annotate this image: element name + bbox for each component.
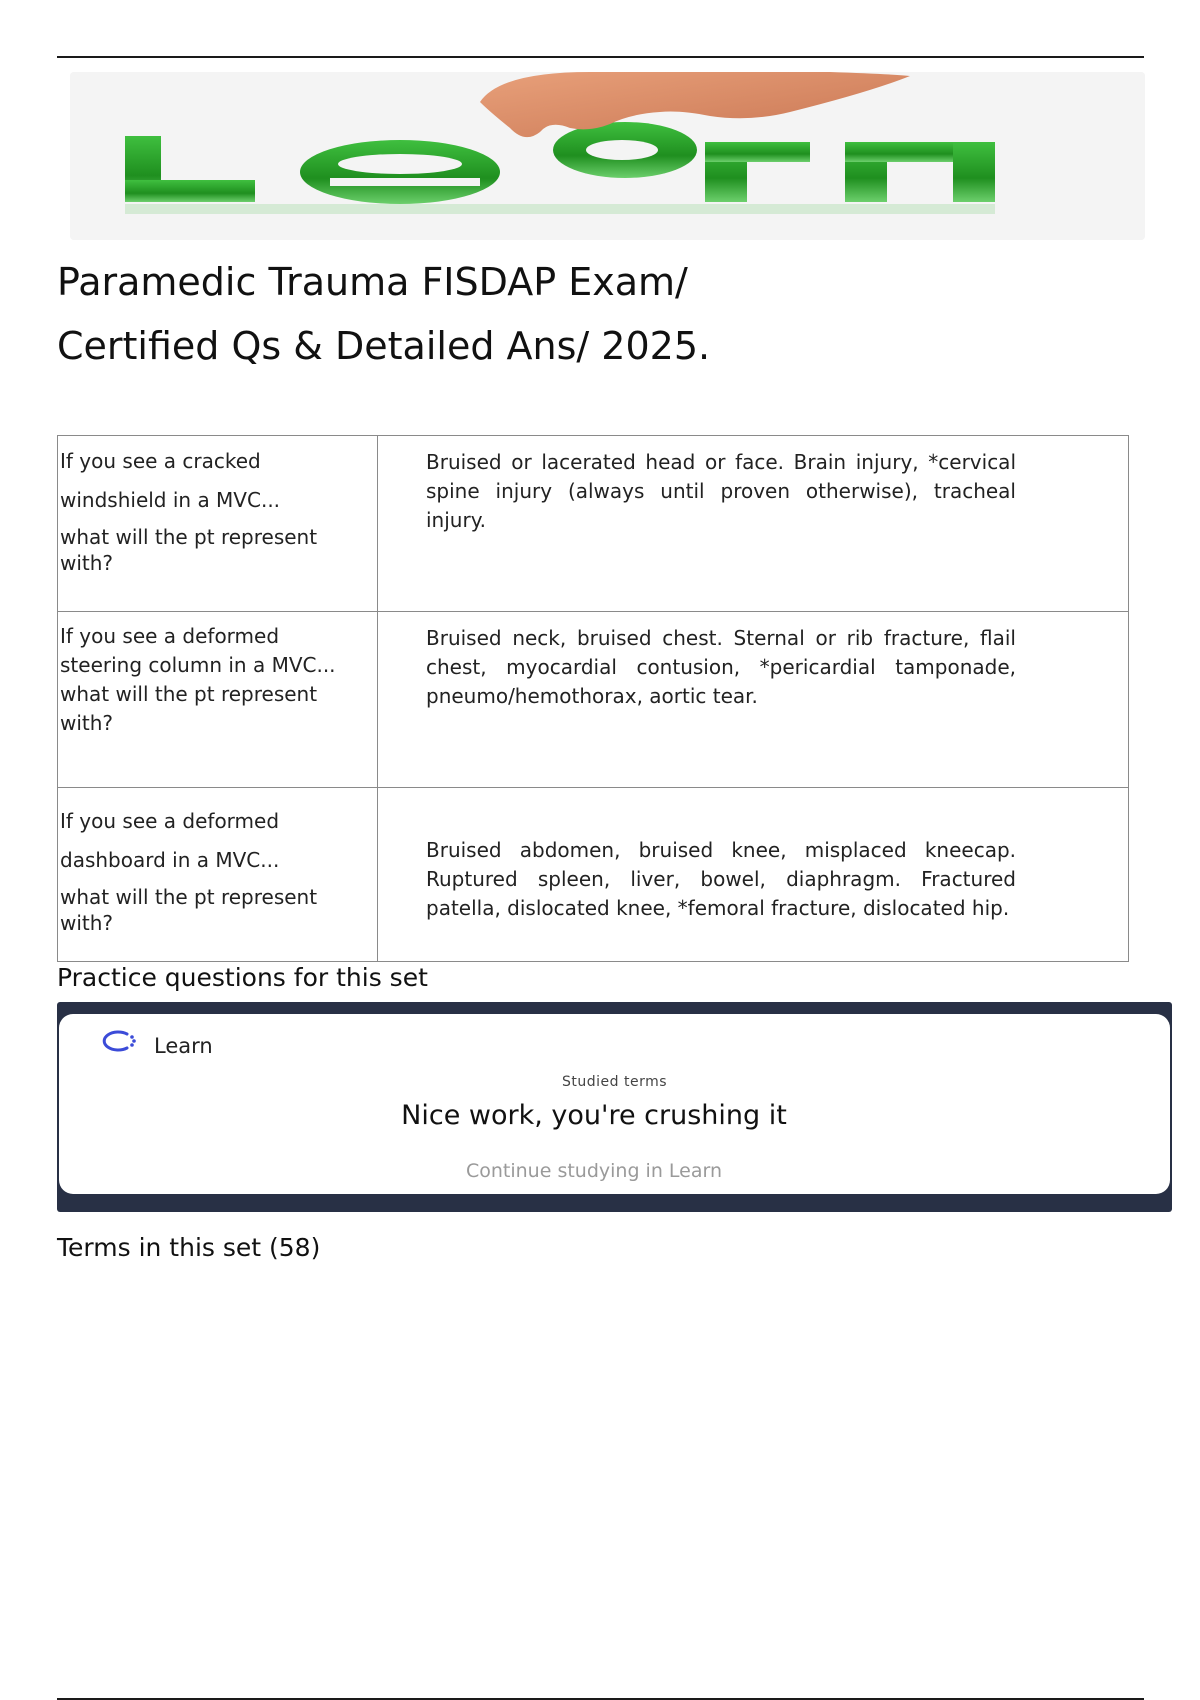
definition-cell: Bruised neck, bruised chest. Sternal or rib fracture, flail chest, myocardial contusion, *pericardial tamponade, pneumo/hemothorax, aortic tear. — [378, 612, 1129, 788]
terms-count-heading: Terms in this set (58) — [57, 1233, 321, 1262]
table-row — [58, 788, 1129, 962]
continue-studying-link[interactable]: Continue studying in Learn — [465, 1160, 723, 1182]
term-line: with? — [60, 551, 114, 575]
term-line: what will the pt represent — [60, 525, 318, 549]
term-line: If you see a deformed — [60, 809, 280, 833]
learn-logo-icon — [70, 72, 1145, 240]
table-row — [58, 436, 1129, 612]
term-line: with? — [60, 911, 114, 935]
term-line: windshield in a MVC... — [60, 488, 281, 512]
title-line-1: Paramedic Trauma FISDAP Exam/ — [57, 260, 688, 304]
learn-mode-label: Learn — [154, 1034, 213, 1058]
term-line: dashboard in a MVC... — [60, 848, 280, 872]
learn-cycle-icon — [97, 1028, 139, 1054]
table-row — [58, 612, 1129, 788]
document-title — [57, 250, 1057, 378]
term-line: If you see a deformed — [60, 624, 280, 648]
qa-table — [57, 435, 1129, 962]
learn-banner-image — [70, 72, 1145, 240]
term-line: with? — [60, 711, 114, 735]
term-cell — [58, 436, 378, 612]
term-line: If you see a cracked — [60, 449, 261, 473]
term-line: what will the pt represent — [60, 885, 318, 909]
practice-heading: Practice questions for this set — [57, 963, 428, 992]
learn-card[interactable] — [59, 1014, 1170, 1194]
term-cell — [58, 788, 378, 962]
definition-cell: Bruised abdomen, bruised knee, misplaced kneecap. Ruptured spleen, liver, bowel, diaphragm. Fractured patella, dislocated knee, *femoral fracture, dislocated hip. — [378, 788, 1129, 962]
top-rule — [57, 56, 1144, 58]
term-cell — [58, 612, 378, 788]
studied-terms-label: Studied terms — [561, 1074, 668, 1090]
progress-message: Nice work, you're crushing it — [401, 1100, 787, 1131]
term-line: what will the pt represent — [60, 682, 318, 706]
title-line-2: Certified Qs & Detailed Ans/ 2025. — [57, 324, 711, 368]
definition-cell: Bruised or lacerated head or face. Brain injury, *cervical spine injury (always until proven otherwise), tracheal injury. — [378, 436, 1129, 612]
term-line: steering column in a MVC... — [60, 653, 336, 677]
